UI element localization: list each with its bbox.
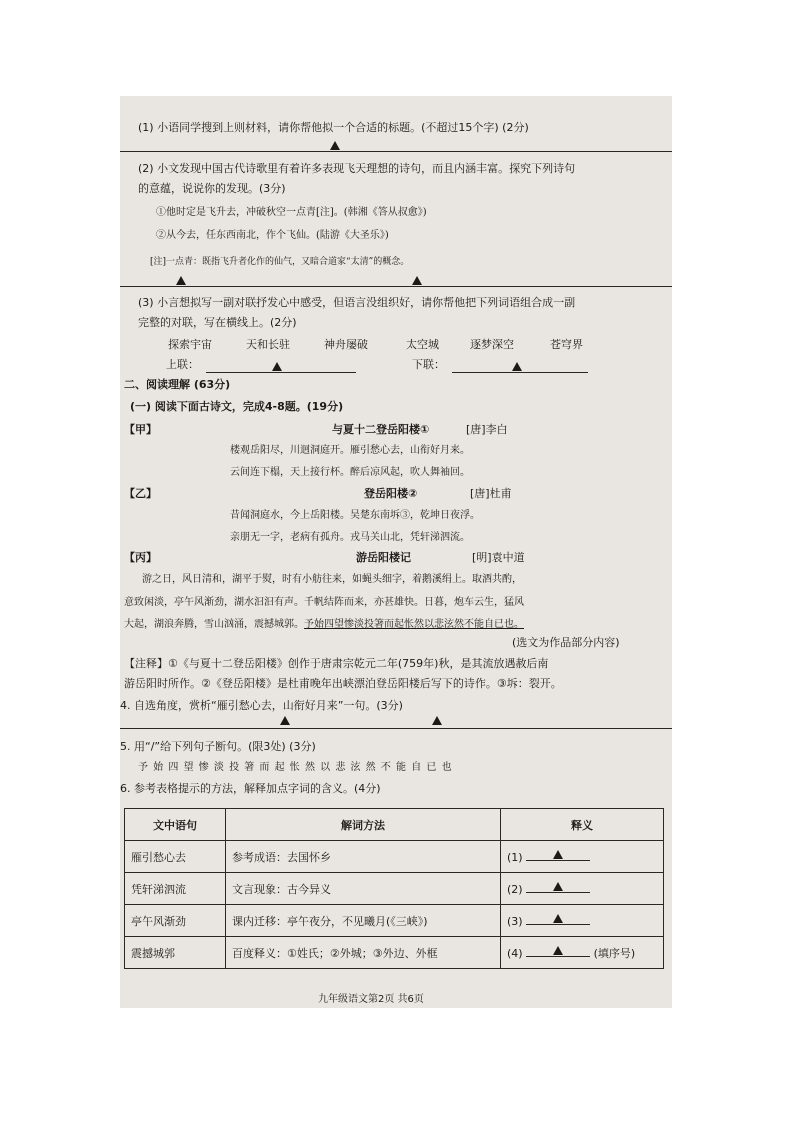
method-cell: 文言现象：古今异义 xyxy=(226,873,501,905)
passage-tag-bing: 【丙】 xyxy=(124,551,157,564)
method-cell: 参考成语：去国怀乡 xyxy=(226,841,501,873)
table-header: 文中语句 xyxy=(125,809,226,841)
exam-page xyxy=(120,96,672,1008)
lower-couplet-label: 下联： xyxy=(412,358,445,371)
answer-marker-icon xyxy=(512,362,522,371)
prose-line: 意致闲淡，亭午风渐劲，湖水汩汩有声。千帆结阵而来，亦甚雄快。日暮，炮车云生，猛风 xyxy=(124,597,524,608)
answer-marker-icon xyxy=(553,946,563,955)
answer-marker-icon xyxy=(330,141,340,150)
poem-line: 亲朋无一字，老病有孤舟。戎马关山北，凭轩涕泗流。 xyxy=(230,532,470,543)
answer-cell: (1) xyxy=(501,841,664,873)
poem-author-jia: [唐]李白 xyxy=(466,423,508,436)
question-5-text: 5. 用“/”给下列句子断句。(限3处) (3分) xyxy=(120,740,316,753)
table-header-row xyxy=(125,809,664,841)
question-2-line1: (2) 小文发现中国古代诗歌里有着许多表现飞天理想的诗句，而且内涵丰富。探究下列诗句 xyxy=(138,162,576,175)
answer-cell: (2) xyxy=(501,873,664,905)
answer-cell: (3) xyxy=(501,905,664,937)
answer-cell: (4) (填序号) xyxy=(501,937,664,969)
answer-marker-icon xyxy=(280,716,290,725)
source-note: (选文为作品部分内容) xyxy=(512,636,620,649)
word-option: 太空城 xyxy=(406,338,439,351)
answer-marker-icon xyxy=(553,882,563,891)
answer-input[interactable] xyxy=(526,946,590,957)
prose-author-bing: [明]袁中道 xyxy=(472,551,525,564)
answer-input[interactable] xyxy=(526,882,590,893)
phrase-cell: 震撼城郭 xyxy=(125,937,226,969)
poem-title-yi: 登岳阳楼② xyxy=(364,487,418,500)
passage-tag-jia: 【甲】 xyxy=(124,423,157,436)
word-option: 逐梦深空 xyxy=(470,338,514,351)
answer-line xyxy=(120,151,672,152)
section-heading: 二、阅读理解 (63分) xyxy=(124,378,231,391)
word-option: 天和长驻 xyxy=(246,338,290,351)
table-row xyxy=(125,873,664,905)
poem-line: 昔闻洞庭水，今上岳阳楼。吴楚东南坼③，乾坤日夜浮。 xyxy=(230,510,480,521)
method-cell: 课内迁移：亭午夜分，不见曦月(《三峡》) xyxy=(226,905,501,937)
table-header: 释义 xyxy=(501,809,664,841)
table-row xyxy=(125,905,664,937)
answer-marker-icon xyxy=(553,850,563,859)
page-footer: 九年级语文第2页 共6页 xyxy=(318,994,424,1005)
answer-input[interactable] xyxy=(526,850,590,861)
word-option: 探索宇宙 xyxy=(168,338,212,351)
phrase-cell: 凭轩涕泗流 xyxy=(125,873,226,905)
lower-couplet-input[interactable] xyxy=(452,372,588,373)
gloss-table xyxy=(124,808,664,969)
question-1-text: (1) 小语同学搜到上则材料，请你帮他拟一个合适的标题。(不超过15个字) (2分) xyxy=(138,121,529,134)
poem-quote-2: ②从今去，任东西南北，作个飞仙。(陆游《大圣乐》) xyxy=(156,230,389,241)
answer-line xyxy=(120,286,672,287)
poem-note: [注]一点青：既指飞升者化作的仙气，又暗合道家“太清”的概念。 xyxy=(150,257,410,267)
punctuation-sentence: 予 始 四 望 惨 淡 投 箸 而 起 怅 然 以 悲 泫 然 不 能 自 已 也 xyxy=(138,762,453,773)
answer-marker-icon xyxy=(432,716,442,725)
annotation-line1: 【注释】①《与夏十二登岳阳楼》创作于唐肃宗乾元二年(759年)秋，是其流放遇赦后南 xyxy=(124,657,549,670)
phrase-cell: 雁引愁心去 xyxy=(125,841,226,873)
answer-input[interactable] xyxy=(526,914,590,925)
phrase-cell: 亭午风渐劲 xyxy=(125,905,226,937)
question-2-line2: 的意蕴，说说你的发现。(3分) xyxy=(138,182,286,195)
annotation-line2: 游岳阳时所作。②《登岳阳楼》是杜甫晚年出峡漂泊登岳阳楼后写下的诗作。③坼：裂开。 xyxy=(124,677,562,690)
upper-couplet-label: 上联： xyxy=(166,358,199,371)
answer-marker-icon xyxy=(176,276,186,285)
prose-line: 大起，湖浪奔腾，雪山汹涌，震撼城郭。予始四望惨淡投箸而起怅然以悲泫然不能自已也。 xyxy=(124,619,524,630)
question-3-line1: (3) 小言想拟写一副对联抒发心中感受，但语言没组织好，请你帮他把下列词语组合成一副 xyxy=(138,296,576,309)
poem-quote-1: ①他时定是飞升去，冲破秋空一点青[注]。(韩湘《答从叔愈》) xyxy=(156,207,427,218)
answer-marker-icon xyxy=(553,914,563,923)
question-4-text: 4. 自选角度，赏析“雁引愁心去，山衔好月来”一句。(3分) xyxy=(120,699,403,712)
question-6-text: 6. 参考表格提示的方法，解释加点字词的含义。(4分) xyxy=(120,782,381,795)
poem-title-jia: 与夏十二登岳阳楼① xyxy=(332,423,430,436)
upper-couplet-input[interactable] xyxy=(206,372,356,373)
table-row xyxy=(125,841,664,873)
prose-line: 游之日，风日清和，湖平于熨，时有小舫往来，如蝇头细字，着鹅溪绢上。取酒共酌， xyxy=(142,574,522,585)
section-subheading: (一) 阅读下面古诗文，完成4-8题。(19分) xyxy=(130,400,344,413)
answer-line xyxy=(120,728,672,729)
word-option: 苍穹界 xyxy=(550,338,583,351)
method-cell: 百度释义：①姓氏；②外城；③外边、外框 xyxy=(226,937,501,969)
answer-marker-icon xyxy=(272,362,282,371)
table-header: 解词方法 xyxy=(226,809,501,841)
poem-line: 楼观岳阳尽，川迥洞庭开。雁引愁心去，山衔好月来。 xyxy=(230,445,470,456)
answer-marker-icon xyxy=(412,276,422,285)
prose-title-bing: 游岳阳楼记 xyxy=(356,551,411,564)
table-row xyxy=(125,937,664,969)
poem-author-yi: [唐]杜甫 xyxy=(470,487,512,500)
underlined-sentence: 予始四望惨淡投箸而起怅然以悲泫然不能自已也。 xyxy=(304,619,524,630)
passage-tag-yi: 【乙】 xyxy=(124,487,157,500)
question-3-line2: 完整的对联，写在横线上。(2分) xyxy=(138,316,297,329)
word-option: 神舟屡破 xyxy=(324,338,368,351)
poem-line: 云间连下榻，天上接行杯。醉后凉风起，吹人舞袖回。 xyxy=(230,467,470,478)
